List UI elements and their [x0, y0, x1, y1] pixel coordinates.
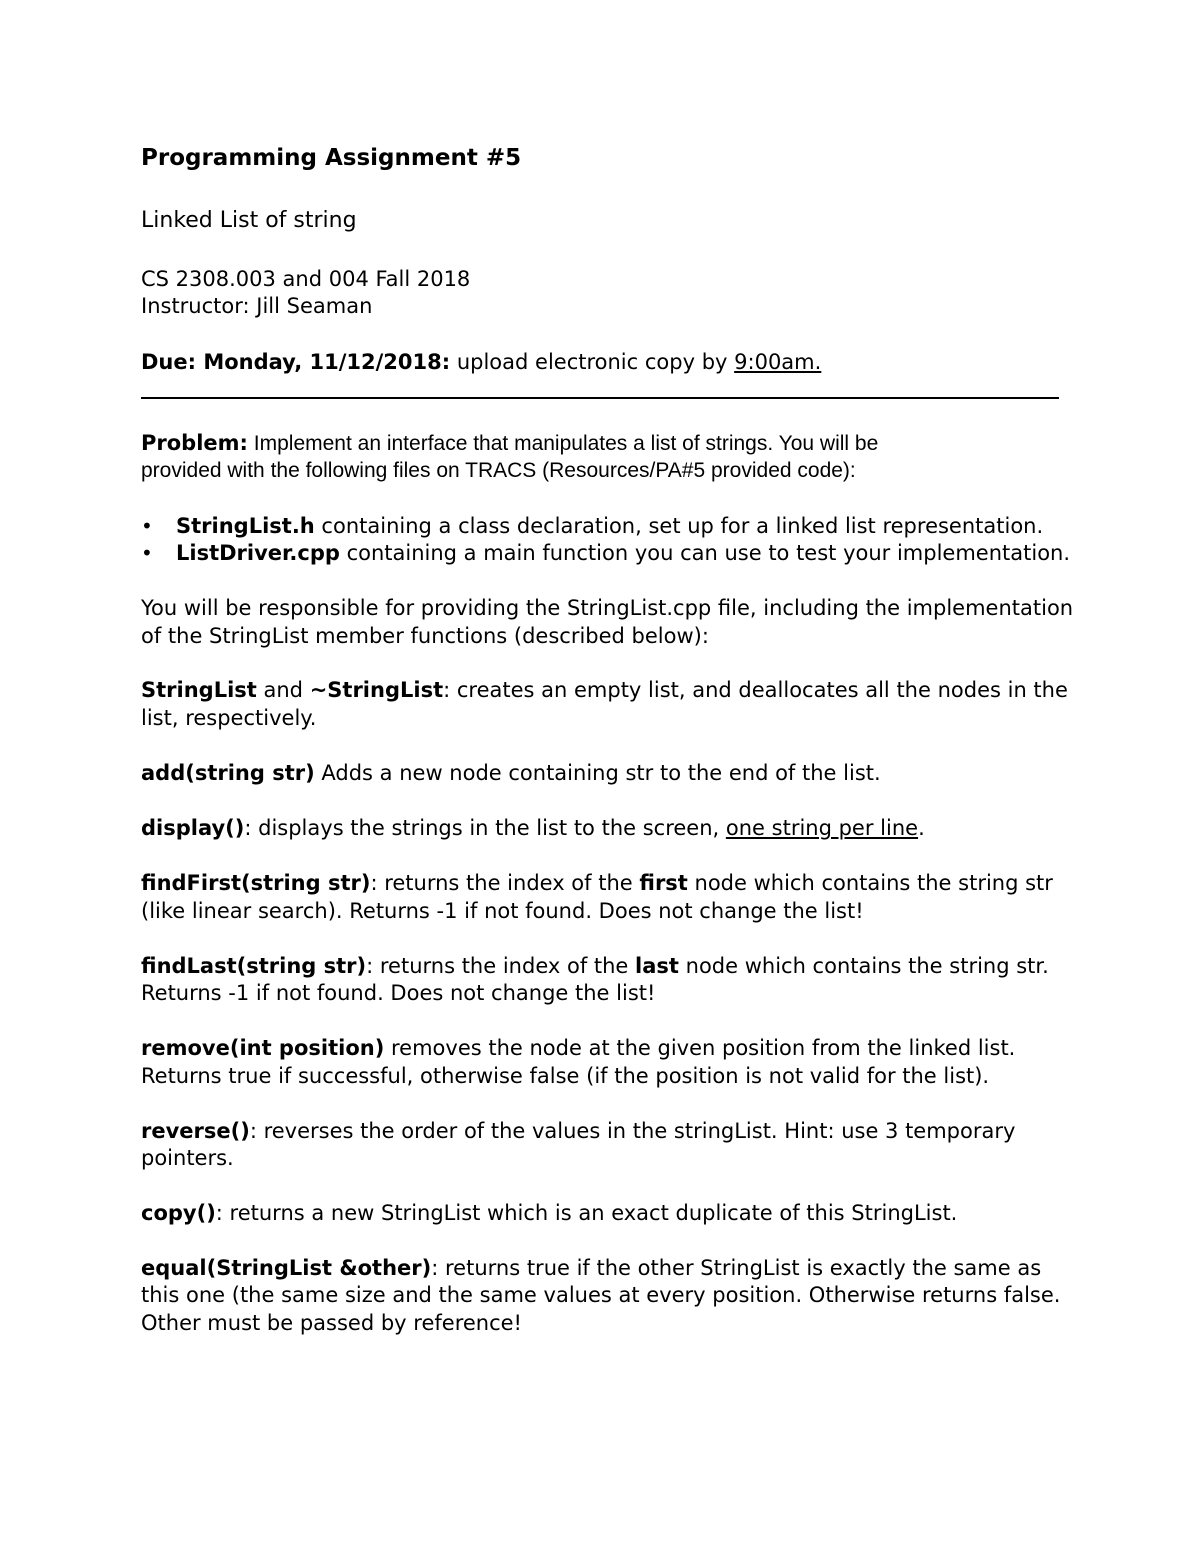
findlast-desc-a: : returns the index of the: [366, 954, 636, 978]
equal-line-3: Other must be passed by reference!: [141, 1311, 522, 1335]
display-emph: one string per line: [725, 816, 919, 840]
bullet-icon: •: [141, 541, 153, 565]
remove-desc: removes the node at the given position from the linked list.: [384, 1036, 1016, 1060]
equal-name: equal(StringList &other): [141, 1256, 432, 1280]
findlast-desc-b: node which contains the string str.: [678, 954, 1049, 978]
due-label: Due: Monday, 11/12/2018:: [141, 350, 451, 374]
ctor-line-2: list, respectively.: [141, 706, 317, 730]
add-name: add(string str): [141, 761, 315, 785]
ctor-line-1: [141, 676, 1068, 704]
findlast-line-2: Returns -1 if not found. Does not change the list!: [141, 981, 656, 1005]
intro-line-2: of the StringList member functions (described below):: [141, 624, 709, 648]
display-end: .: [918, 816, 925, 840]
findfirst-bold: first: [639, 871, 688, 895]
equal-desc: : returns true if the other StringList is exactly the same as: [431, 1256, 1042, 1280]
horizontal-rule: [141, 397, 1059, 399]
dtor-name: ~StringList: [309, 678, 444, 702]
copy-name: copy(): [141, 1201, 216, 1225]
problem-text-1: Implement an interface that manipulates a list of strings. You will be: [247, 432, 879, 455]
display-line: [141, 814, 925, 842]
document-subtitle: Linked List of string: [141, 208, 357, 233]
reverse-desc: : reverses the order of the values in the stringList. Hint: use 3 temporary: [249, 1119, 1016, 1143]
problem-line-2: provided with the following files on TRACS (Resources/PA#5 provided code):: [141, 459, 856, 482]
findfirst-desc-a: : returns the index of the: [370, 871, 640, 895]
findlast-name: findLast(string str): [141, 954, 367, 978]
add-desc: Adds a new node containing str to the end of the list.: [314, 761, 881, 785]
intro-line-1: You will be responsible for providing the StringList.cpp file, including the implementation: [141, 596, 1074, 620]
list-item: [176, 539, 1070, 567]
findfirst-line-1: [141, 869, 1053, 897]
document-title: Programming Assignment #5: [141, 145, 522, 171]
remove-name: remove(int position): [141, 1036, 385, 1060]
findfirst-line-2: (like linear search). Returns -1 if not found. Does not change the list!: [141, 899, 864, 923]
findlast-bold: last: [635, 954, 679, 978]
file-name: ListDriver.cpp: [176, 541, 340, 565]
remove-line-1: [141, 1034, 1015, 1062]
file-desc: containing a main function you can use to test your implementation.: [339, 541, 1071, 565]
instructor-line: Instructor: Jill Seaman: [141, 294, 373, 318]
file-name: StringList.h: [176, 514, 315, 538]
bullet-icon: •: [141, 514, 153, 538]
add-line: [141, 759, 881, 787]
list-item: [176, 512, 1043, 540]
copy-desc: : returns a new StringList which is an exact duplicate of this StringList.: [215, 1201, 958, 1225]
copy-line: [141, 1199, 957, 1227]
file-desc: containing a class declaration, set up for a linked list representation.: [314, 514, 1044, 538]
reverse-name: reverse(): [141, 1119, 250, 1143]
remove-line-2: Returns true if successful, otherwise false (if the position is not valid for the list).: [141, 1064, 990, 1088]
reverse-line-1: [141, 1117, 1015, 1145]
ctor-desc: : creates an empty list, and deallocates all the nodes in the: [443, 678, 1068, 702]
findfirst-desc-b: node which contains the string str: [687, 871, 1053, 895]
due-text: upload electronic copy by: [450, 350, 735, 374]
due-time: 9:00am.: [734, 350, 822, 374]
problem-label: Problem:: [141, 431, 248, 455]
equal-line-1: [141, 1254, 1041, 1282]
course-line: CS 2308.003 and 004 Fall 2018: [141, 267, 471, 291]
equal-line-2: this one (the same size and the same values at every position. Otherwise returns false.: [141, 1283, 1061, 1307]
reverse-line-2: pointers.: [141, 1146, 234, 1170]
ctor-name: StringList: [141, 678, 257, 702]
display-desc: : displays the strings in the list to the screen,: [244, 816, 726, 840]
findfirst-name: findFirst(string str): [141, 871, 371, 895]
problem-line-1: [141, 429, 878, 458]
display-name: display(): [141, 816, 245, 840]
ctor-and: and: [256, 678, 310, 702]
findlast-line-1: [141, 952, 1049, 980]
due-line: [141, 348, 821, 376]
